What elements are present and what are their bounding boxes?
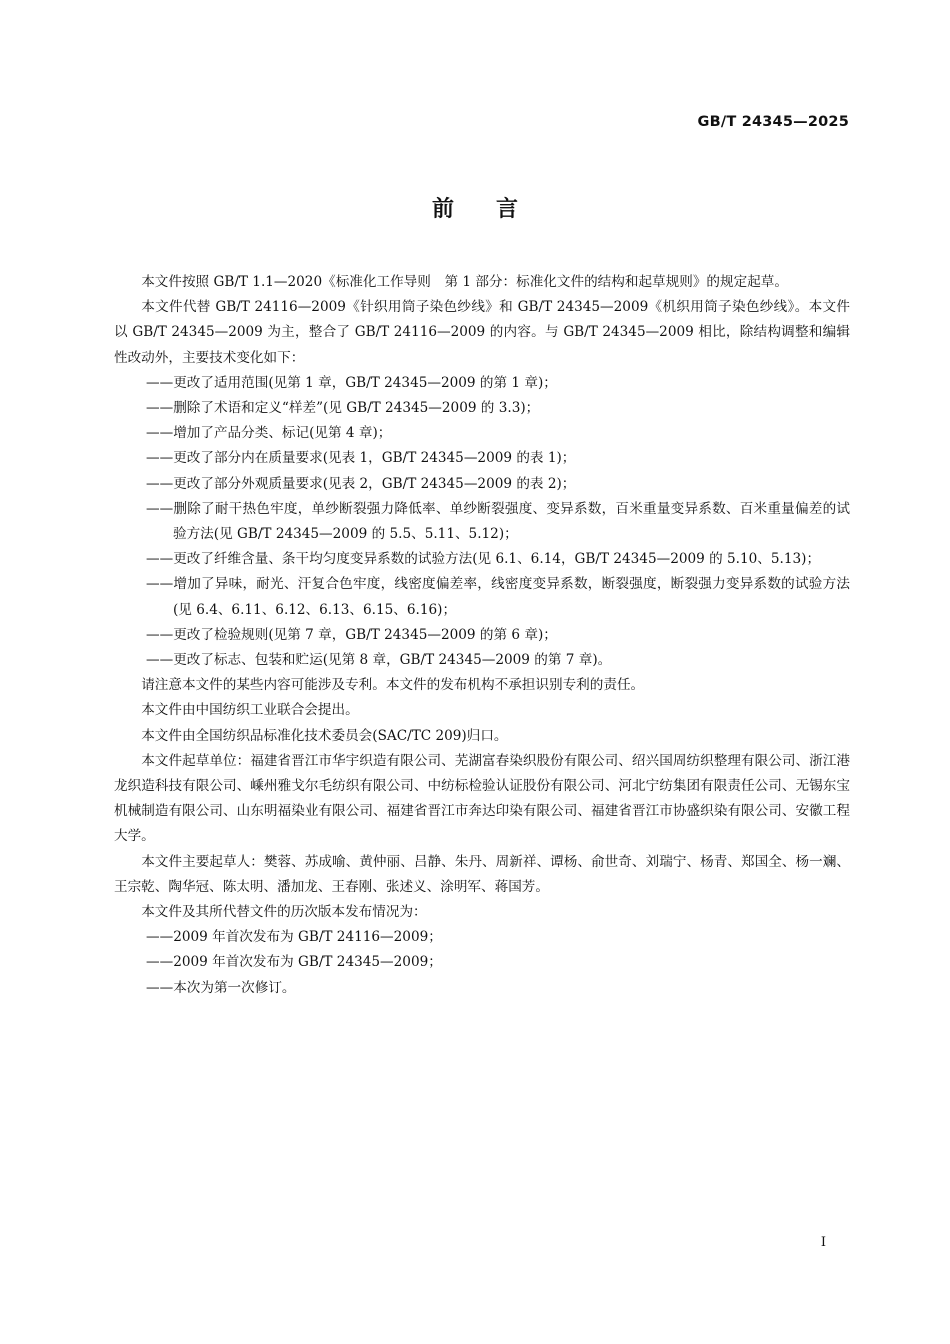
paragraph-under-jurisdiction: 本文件由全国纺织品标准化技术委员会(SAC/TC 209)归口。 <box>141 727 508 744</box>
standard-number: GB/T 24345—2025 <box>697 114 849 130</box>
paragraph-patent-notice: 请注意本文件的某些内容可能涉及专利。本文件的发布机构不承担识别专利的责任。 <box>141 677 645 694</box>
paragraph-proposed-by: 本文件由中国纺织工业联合会提出。 <box>141 702 359 719</box>
history-item: ——本次为第一次修订。 <box>146 979 296 996</box>
page-title: 前言 <box>431 197 560 222</box>
paragraph-drafting-rules: 本文件按照 GB/T 1.1—2020《标准化工作导则 第 1 部分：标准化文件的结构和起草规则》的规定起草。 <box>141 274 788 290</box>
history-item: ——2009 年首次发布为 GB/T 24345—2009； <box>146 954 442 971</box>
paragraph-drafters: 本文件主要起草人：樊蓉、苏成喻、黄仲丽、吕静、朱丹、周新祥、谭杨、俞世奇、刘瑞宁、杨青、郑国全、杨一斓、王宗乾、陶华冠、陈太明、潘加龙、王春刚、张述义、涂明军、蒋国芳。 <box>114 853 850 895</box>
foreword-body <box>114 270 850 1001</box>
change-item: ——更改了部分外观质量要求(见表 2，GB/T 24345—2009 的表 2)； <box>146 475 576 492</box>
paragraph-drafting-units: 本文件起草单位：福建省晋江市华宇织造有限公司、芜湖富春染织股份有限公司、绍兴国周纺织整理有限公司、浙江港龙织造科技有限公司、嵊州雅戈尔毛纺织有限公司、中纺标检验认证股份有限公司、河北宁纺集团有限责任公司、无锡东宝机械制造有限公司、山东明福染业有限公司、福建省晋江市奔达印染有限公司、福建省晋江市协盛织染有限公司、安徽工程大学。 <box>114 752 850 845</box>
paragraph-history-intro: 本文件及其所代替文件的历次版本发布情况为： <box>141 904 427 921</box>
history-item: ——2009 年首次发布为 GB/T 24116—2009； <box>146 929 442 946</box>
page-number: I <box>820 1235 826 1250</box>
change-item: ——增加了异味，耐光、汗复合色牢度，线密度偏差率，线密度变异系数，断裂强度，断裂强力变异系数的试验方法(见 6.4、6.11、6.12、6.13、6.15、6.16)； <box>146 576 850 618</box>
change-item: ——更改了部分内在质量要求(见表 1，GB/T 24345—2009 的表 1)； <box>146 450 576 467</box>
change-item: ——删除了耐干热色牢度，单纱断裂强力降低率、单纱断裂强度、变异系数，百米重量变异系数、百米重量偏差的试验方法(见 GB/T 24345—2009 的 5.5、5.11、5.12)； <box>146 500 850 543</box>
change-item: ——增加了产品分类、标记(见第 4 章)； <box>146 425 392 442</box>
change-item: ——更改了纤维含量、条干均匀度变异系数的试验方法(见 6.1、6.14，GB/T 24345—2009 的 5.10、5.13)； <box>146 551 821 568</box>
change-item: ——更改了检验规则(见第 7 章，GB/T 24345—2009 的第 6 章)； <box>146 626 557 643</box>
change-item: ——更改了适用范围(见第 1 章，GB/T 24345—2009 的第 1 章)； <box>146 374 557 391</box>
change-item: ——更改了标志、包装和贮运(见第 8 章，GB/T 24345—2009 的第 7 章)。 <box>146 652 612 669</box>
paragraph-replacement: 本文件代替 GB/T 24116—2009《针织用筒子染色纱线》和 GB/T 24345—2009《机织用筒子染色纱线》。本文件以 GB/T 24345—2009 为主，整合了 GB/T 24116—2009 的内容。与 GB/T 24345—2009 相比，除结构调整和编辑性改动外，主要技术变化如下： <box>114 299 850 366</box>
change-item: ——删除了术语和定义“样差”(见 GB/T 24345—2009 的 3.3)； <box>146 400 540 417</box>
